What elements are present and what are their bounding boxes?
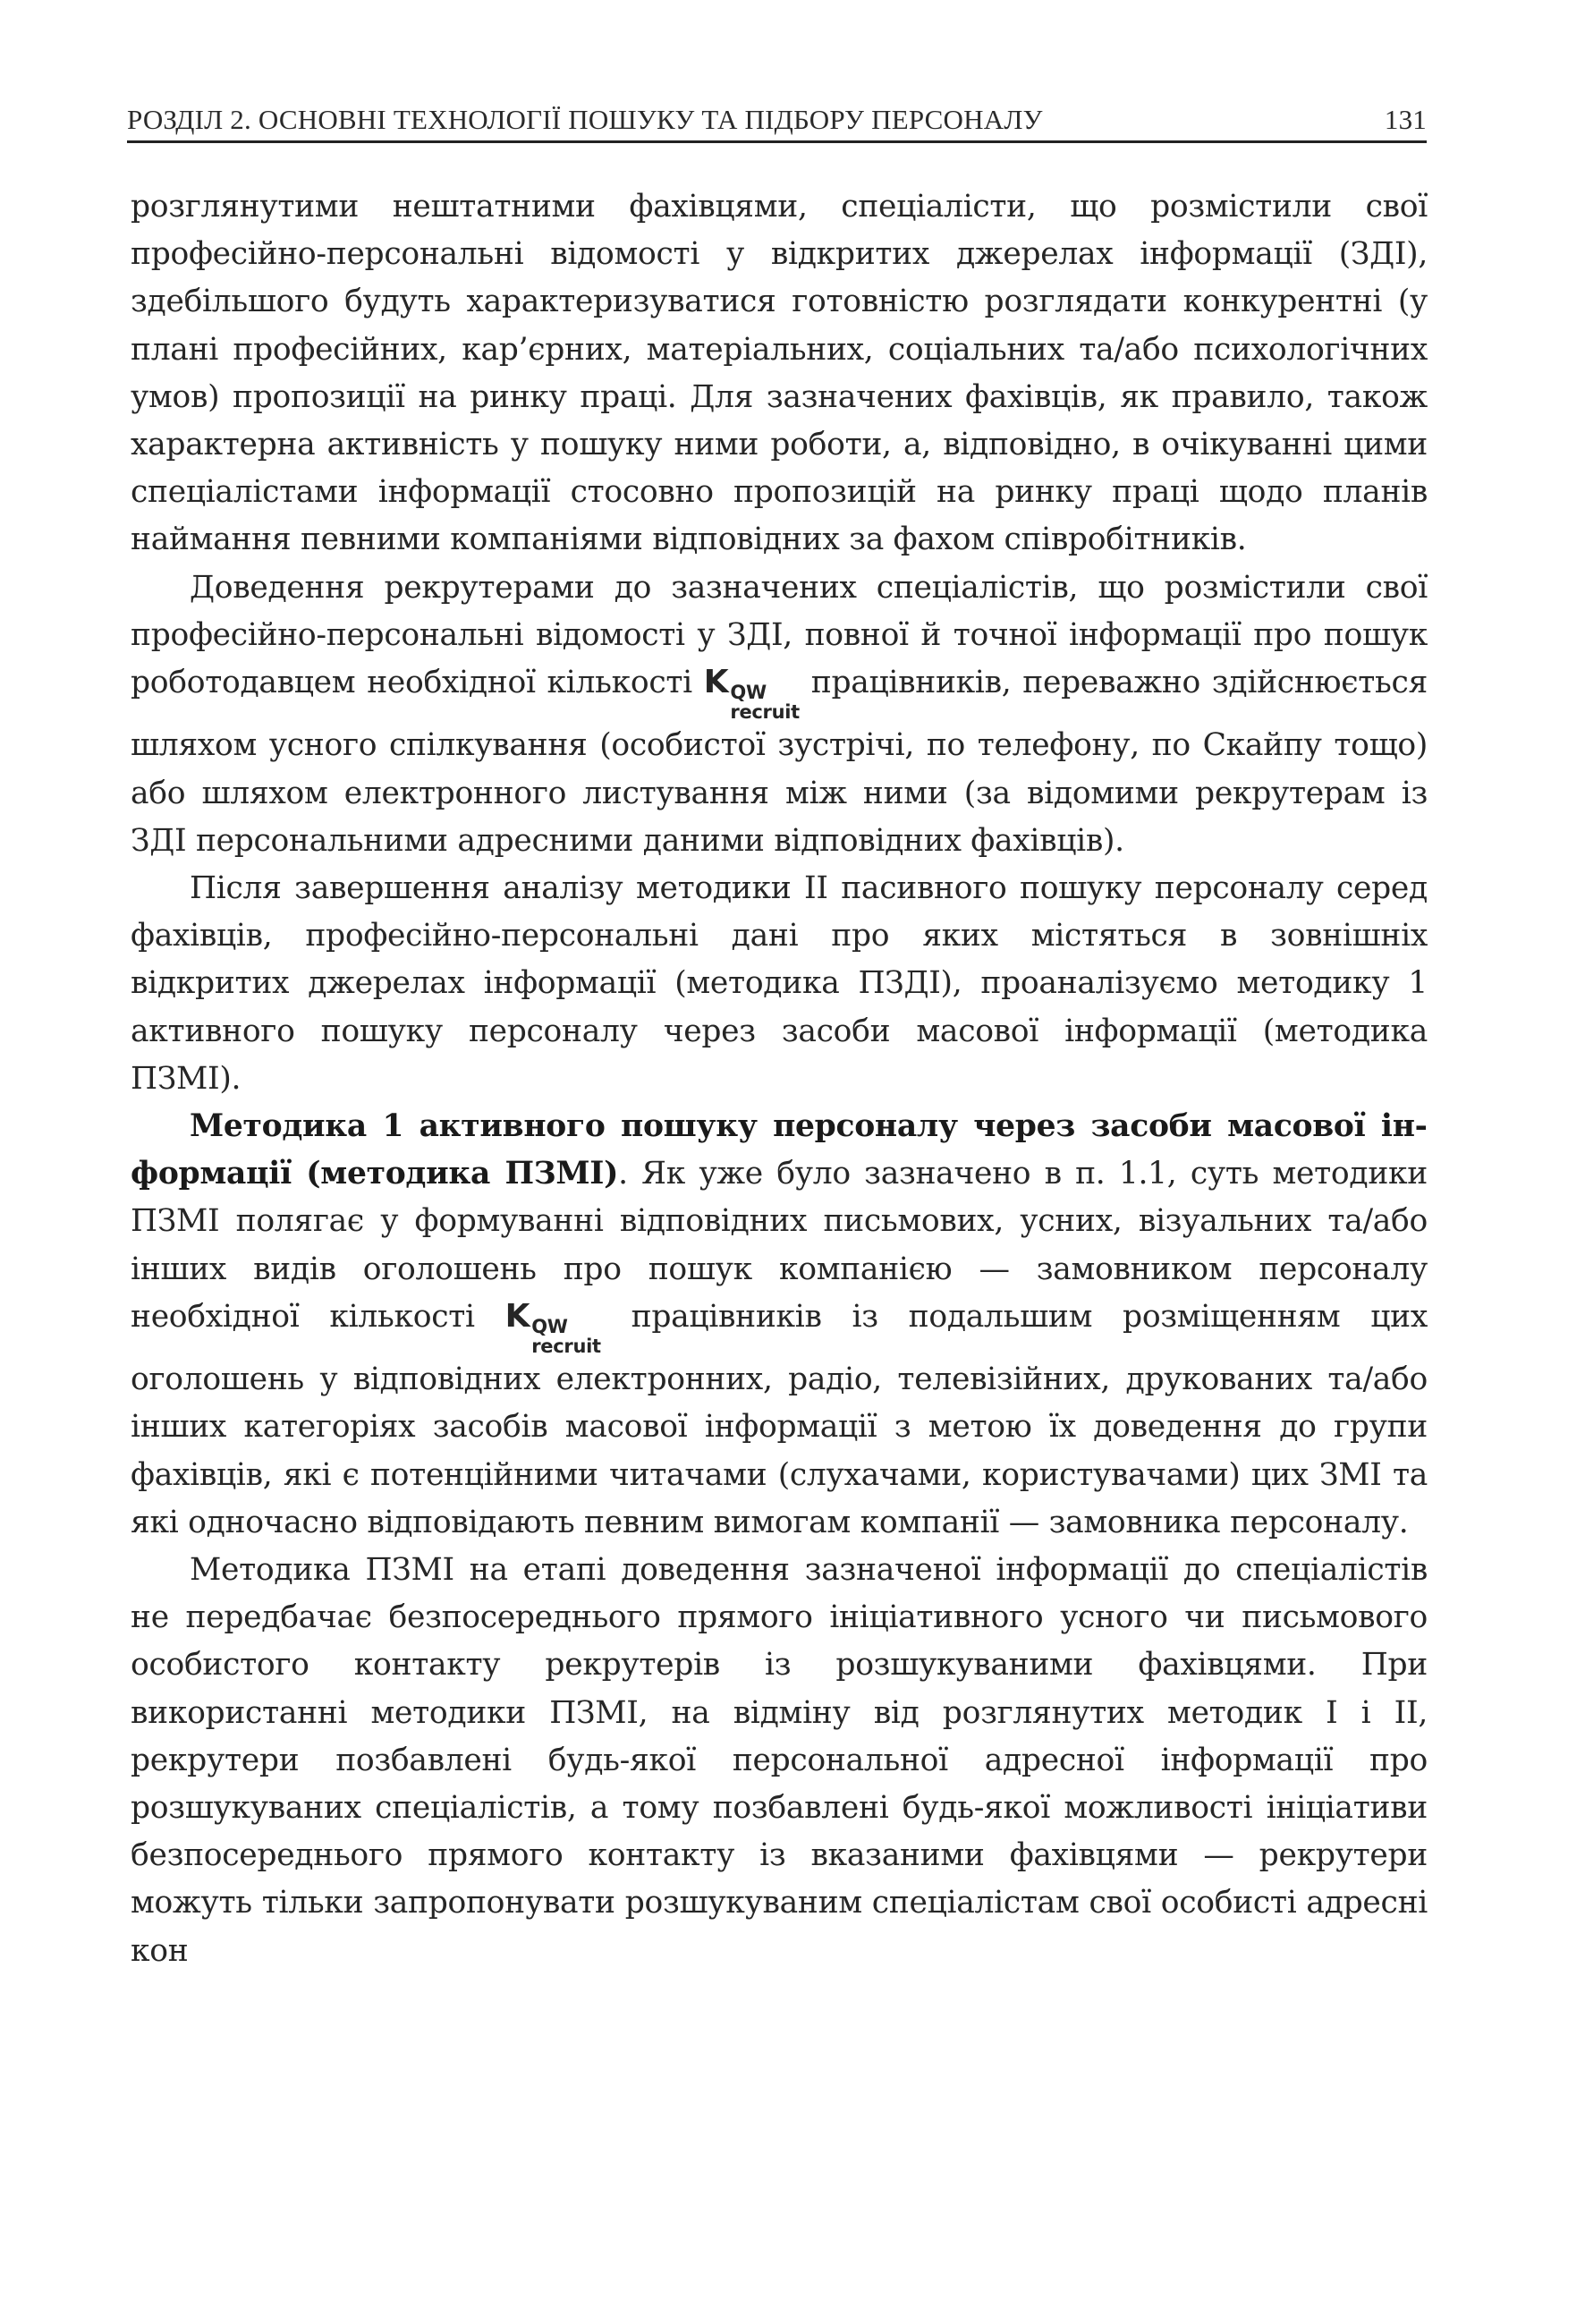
formula-subscript: recruit (531, 1336, 601, 1358)
paragraph-2 (131, 564, 1428, 865)
page-number: 131 (1384, 104, 1427, 135)
paragraph-4-text-b: працівників із подальшим розміщенням цих оголошень у відповідних електронних, радіо, телевізійних, друкованих та/або інших категоріях засобів масової інформації з метою їх доведення до групи фахівців, які є потенційними читачами (слухачами, користувачами) цих ЗМІ та які одночасно відповідають певним вимогам компанії — замовника персоналу. (131, 1298, 1428, 1540)
body-text (131, 183, 1428, 1975)
paragraph-3: Після завершення аналізу методики II пасивного пошуку персоналу серед фахівців, професійно-персональні дані про яких містяться в зовнішніх відкритих джерелах інформації (методика ПЗДІ), проаналізуємо методику 1 активного пошуку персоналу через засоби масової інформації (методика ПЗМІ). (131, 869, 1428, 1097)
formula-subscript: recruit (730, 701, 800, 724)
paragraph-2-text-b: працівників, переважно здійснюється шляхом усного спілкування (особистої зустрічі, по телефону, по Скайпу тощо) або шляхом електронного листування між ними (за відомими рекрутерам із ЗДІ персональними адресними даними відповідних фахівців). (131, 665, 1428, 859)
formula-superscript: QW (730, 682, 767, 704)
paragraph-1: розглянутими нештатними фахівцями, спеціалісти, що розмістили свої професійно-персональні відомості у відкритих джерелах інформації (ЗДІ), здебільшого будуть характеризуватися готовністю розглядати конкурентні (у плані професійних, кар’єрних, матеріальних, соціальних та/або психологічних умов) пропозиції на ринку праці. Для зазначених фахівців, як правило, також характерна активність у пошуку ними роботи, а, відповідно, в очікуванні цими спеціалістами інформації стосовно пропозицій на ринку праці щодо планів наймання певними компаніями відповідних за фахом співробітників. (131, 189, 1428, 558)
k-recruit-formula-2 (504, 1297, 601, 1358)
paragraph-4 (131, 1103, 1428, 1547)
k-recruit-formula (704, 666, 800, 722)
paragraph-5: Методика ПЗМІ на етапі доведення зазначеної інформації до спеціалістів не передбачає безпосереднього прямого ініціативного усного чи письмового особистого контакту рекрутерів із розшукуваними фахівцями. При використанні методики ПЗМІ, на відміну від розглянутих методик I і II, рекрутери позбавлені будь-якої персональної адресної інформації про розшукуваних спеціалістів, а тому позбавлені будь-якої можливості ініціативи безпосереднього прямого контакту із вказаними фахівцями — рекрутери можуть тільки запропонувати розшукуваним спеціалістам свої особисті адресні кон (131, 1551, 1428, 1969)
paragraph-4-text-a: . Як уже було зазначено в п. 1.1, суть методики ПЗМІ полягає у формуванні відповідних письмових, усних, візуальних та/або інших видів оголошень про пошук компанією — замовником персоналу необхідної кількості (131, 1156, 1428, 1335)
header-rule (127, 140, 1427, 143)
paragraph-2-text-a: Доведення рекрутерами до зазначених спеціалістів, що розмістили свої професійно-персональні відомості у ЗДІ, повної й точної інформації про пошук роботодавцем необхідної кількості (131, 569, 1428, 701)
method-heading: Методика 1 активного пошуку персоналу через засоби масової інформації (методика ПЗМІ) (131, 1108, 1428, 1192)
formula-base: K (504, 1297, 530, 1335)
running-head (127, 97, 1427, 136)
chapter-title: РОЗДІЛ 2. ОСНОВНІ ТЕХНОЛОГІЇ ПОШУКУ ТА ПІДБОРУ ПЕРСОНАЛУ (127, 104, 1043, 135)
formula-superscript: QW (531, 1316, 568, 1338)
formula-base: K (703, 664, 729, 701)
